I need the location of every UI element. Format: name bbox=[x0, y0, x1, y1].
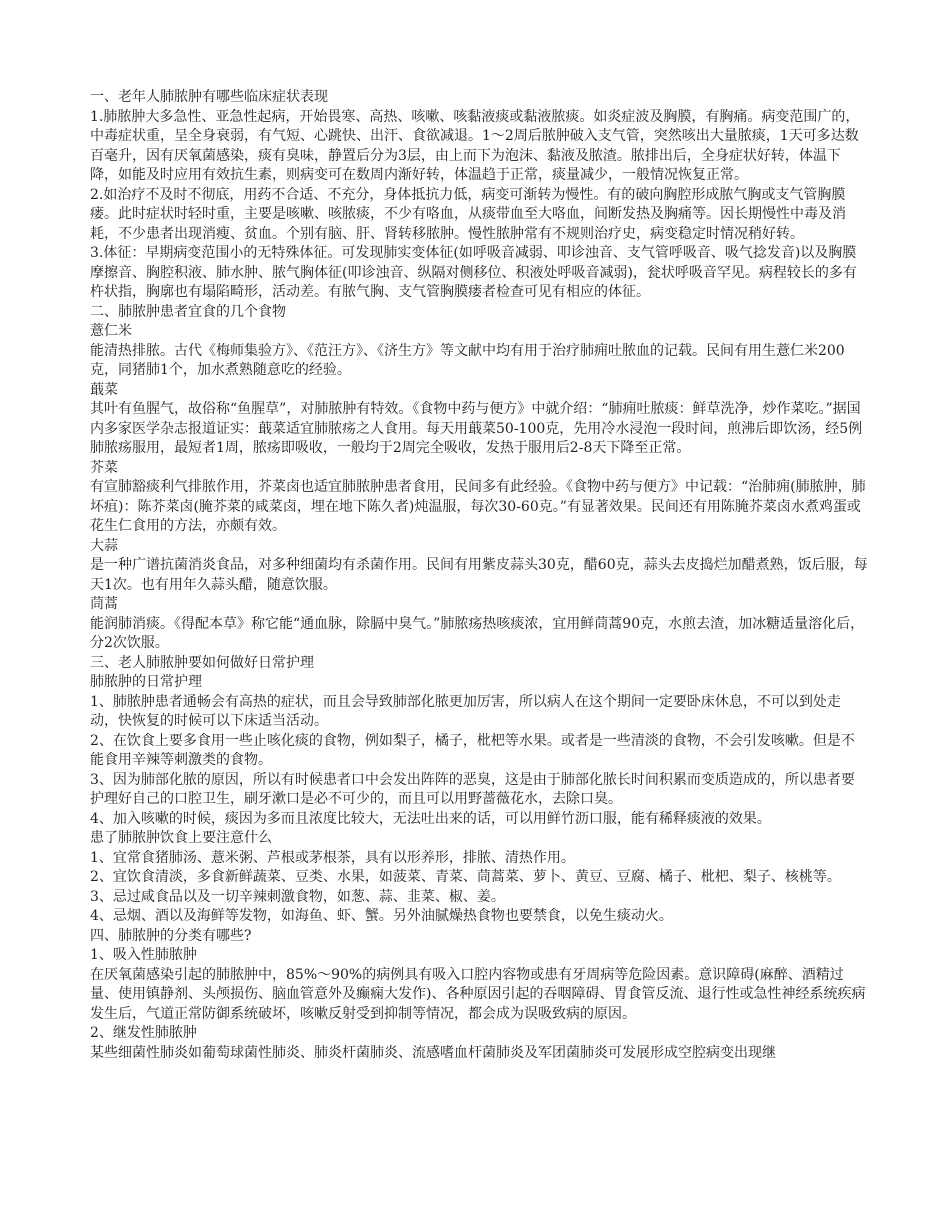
food-name: 蕺菜 bbox=[90, 381, 118, 398]
body-paragraph: 其叶有鱼腥气，故俗称“鱼腥草”，对肺脓肿有特效。《食物中药与便方》中就介绍：“肺痈吐脓痰：鲜草洗净，炒作菜吃。”据国内多家医学杂志报道证实：蕺菜适宜肺脓疡之人食用。每天用蕺菜50-100克，先用冷水浸泡一段时间，煎沸后即饮汤，经5例肺脓疡服用，最短者1周，脓疡即吸收，一般均于2周完全吸收，发热于服用后2-8天下降至正常。 bbox=[90, 401, 863, 456]
section-heading-foods: 二、肺脓肿患者宜食的几个食物 bbox=[90, 303, 286, 320]
subheading: 肺脓肿的日常护理 bbox=[90, 674, 202, 690]
list-item: 4、忌烟、酒以及海鲜等发物，如海鱼、虾、蟹。另外油腻燥热食物也要禁食，以免生痰动火。 bbox=[90, 908, 673, 924]
body-paragraph: 是一种广谱抗菌消炎食品，对多种细菌均有杀菌作用。民间有用紫皮蒜头30克，醋60克，蒜头去皮捣烂加醋煮熟，饭后服，每天1次。也有用年久蒜头醋，随意饮服。 bbox=[90, 557, 868, 593]
body-paragraph: 能清热排脓。古代《梅师集验方》、《范汪方》、《济生方》等文献中均有用于治疗肺痈吐脓血的记载。民间有用生薏仁米200克，同猪肺1个，加水煮熟随意吃的经验。 bbox=[90, 342, 845, 378]
subheading: 2、继发性肺脓肿 bbox=[90, 1025, 197, 1041]
list-item: 1、肺脓肿患者通畅会有高热的症状，而且会导致肺部化脓更加厉害，所以病人在这个期间一定要卧床休息，不可以到处走动，快恢复的时候可以下床适当活动。 bbox=[90, 693, 841, 729]
list-item: 3、因为肺部化脓的原因，所以有时候患者口中会发出阵阵的恶臭，这是由于肺部化脓长时间积累而变质造成的，所以患者要护理好自己的口腔卫生，刷牙漱口是必不可少的，而且可以用野蔷薇花水，去除口臭。 bbox=[90, 771, 855, 807]
list-item: 2、在饮食上要多食用一些止咳化痰的食物，例如梨子，橘子，枇杷等水果。或者是一些清淡的食物，不会引发咳嗽。但是不能食用辛辣等刺激类的食物。 bbox=[90, 732, 855, 768]
body-paragraph: 2.如治疗不及时不彻底，用药不合适、不充分，身体抵抗力低，病变可渐转为慢性。有的破向胸腔形成脓气胸或支气管胸膜瘘。此时症状时轻时重，主要是咳嗽、咳脓痰，不少有咯血，从痰带血至大咯血，间断发热及胸痛等。因长期慢性中毒及消耗，不少患者出现消瘦、贫血。个别有脑、肝、肾转移脓肿。慢性脓肿常有不规则治疗史，病变稳定时情况稍好转。 bbox=[90, 186, 846, 242]
food-name: 大蒜 bbox=[90, 537, 118, 554]
subheading: 1、吸入性肺脓肿 bbox=[90, 947, 197, 963]
body-paragraph: 能润肺消痰。《得配本草》称它能“通血脉，除膈中臭气。”肺脓疡热咳痰浓，宜用鲜茼蒿90克，水煎去渣，加冰糖适量溶化后，分2次饮服。 bbox=[90, 615, 865, 651]
section-heading-types: 四、肺脓肿的分类有哪些? bbox=[90, 927, 252, 944]
list-item: 3、忌过咸食品以及一切辛辣刺激食物，如葱、蒜、韭菜、椒、姜。 bbox=[90, 888, 505, 905]
section-heading-care: 三、老人肺脓肿要如何做好日常护理 bbox=[90, 654, 314, 671]
body-paragraph: 在厌氧菌感染引起的肺脓肿中，85%～90%的病例具有吸入口腔内容物或患有牙周病等危险因素。意识障碍(麻醉、酒精过量、使用镇静剂、头颅损伤、脑血管意外及癫痫大发作)、各种原因引起的吞咽障碍、胃食管反流、退行性或急性神经系统疾病发生后，气道正常防御系统破坏，咳嗽反射受到抑制等情况，都会成为误吸致病的原因。 bbox=[90, 966, 866, 1022]
body-paragraph: 1.肺脓肿大多急性、亚急性起病，开始畏寒、高热、咳嗽、咳黏液痰或黏液脓痰。如炎症波及胸膜，有胸痛。病变范围广的，中毒症状重，呈全身衰弱，有气短、心跳快、出汗、食欲减退。1～2周后脓肿破入支气管，突然咳出大量脓痰，1天可多达数百毫升，因有厌氧菌感染，痰有臭味，静置后分为3层，由上而下为泡沫、黏液及脓渣。脓排出后，全身症状好转，体温下降，如能及时应用有效抗生素，则病变可在数周内渐好转，体温趋于正常，痰量减少，一般情况恢复正常。 bbox=[90, 108, 860, 183]
body-paragraph: 某些细菌性肺炎如葡萄球菌性肺炎、肺炎杆菌肺炎、流感嗜血杆菌肺炎及军团菌肺炎可发展形成空腔病变出现继 bbox=[90, 1044, 776, 1061]
food-name: 薏仁米 bbox=[90, 323, 132, 339]
body-paragraph: 3.体征：早期病变范围小的无特殊体征。可发现肺实变体征(如呼吸音减弱、叩诊浊音、支气管呼吸音、吸气捻发音)以及胸膜摩擦音、胸腔积液、肺水肿、脓气胸体征(叩诊浊音、纵隔对侧移位、积液处呼吸音减弱)，瓮状呼吸音罕见。病程较长的多有杵状指，胸廓也有塌陷畸形，活动差。有脓气胸、支气管胸膜瘘者检查可见有相应的体征。 bbox=[90, 245, 857, 300]
food-name: 芥菜 bbox=[90, 459, 118, 476]
section-heading-symptoms: 一、老年人肺脓肿有哪些临床症状表现 bbox=[90, 89, 328, 105]
food-name: 茼蒿 bbox=[90, 596, 118, 612]
list-item: 2、宜饮食清淡，多食新鲜蔬菜、豆类、水果，如菠菜、青菜、茼蒿菜、萝卜、黄豆、豆腐、橘子、枇杷、梨子、核桃等。 bbox=[90, 869, 841, 885]
list-item: 1、宜常食猪肺汤、薏米粥、芦根或茅根茶，具有以形养形，排脓、清热作用。 bbox=[90, 849, 575, 866]
list-item: 4、加入咳嗽的时候，痰因为多而且浓度比较大，无法吐出来的话，可以用鲜竹沥口服，能有稀释痰液的效果。 bbox=[90, 810, 771, 827]
body-paragraph: 有宣肺豁痰利气排脓作用，芥菜卤也适宜肺脓肿患者食用，民间多有此经验。《食物中药与便方》中记载：“治肺痈(肺脓肿，肺坏疽)：陈芥菜卤(腌芥菜的咸菜卤，埋在地下陈久者)炖温服，每次30-60克。”有显著效果。民间还有用陈腌芥菜卤水煮鸡蛋或花生仁食用的方法，亦颇有效。 bbox=[90, 479, 866, 534]
subheading: 患了肺脓肿饮食上要注意什么 bbox=[90, 830, 272, 846]
